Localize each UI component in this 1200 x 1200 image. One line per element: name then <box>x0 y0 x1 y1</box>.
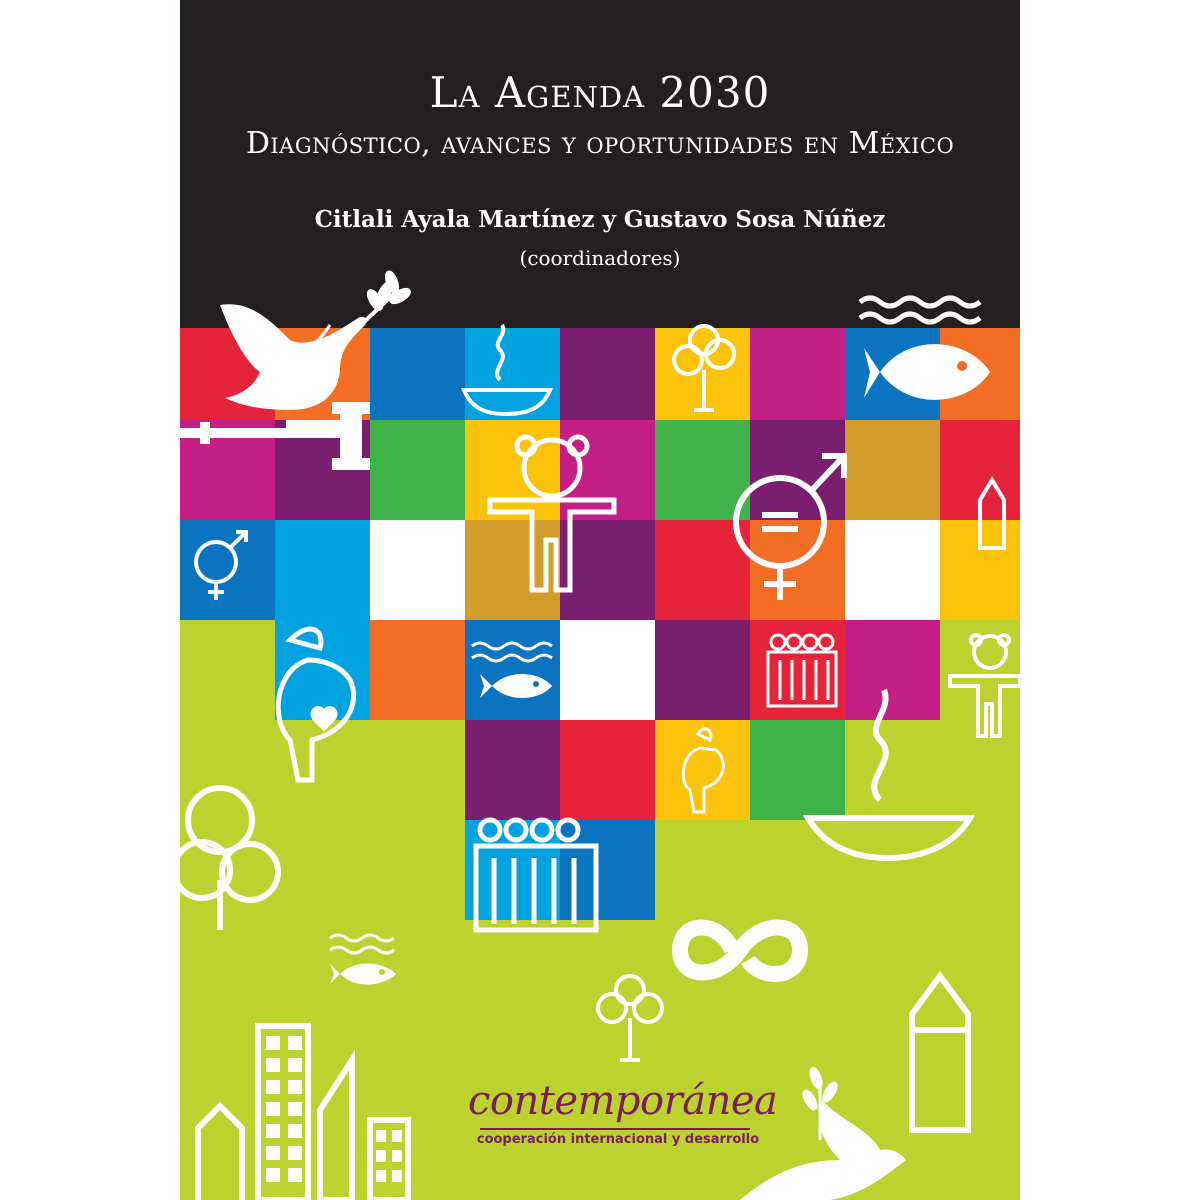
color-tile <box>370 420 465 520</box>
building-window <box>376 1170 386 1182</box>
book-authors: Citlali Ayala Martínez y Gustavo Sosa Núñez <box>314 206 886 233</box>
color-tile <box>560 620 655 720</box>
building-window <box>288 1146 302 1160</box>
book-subtitle: Diagnóstico, avances y oportunidades en México <box>245 126 955 161</box>
color-tile <box>560 720 655 820</box>
building-window <box>266 1146 280 1160</box>
building-window <box>288 1080 302 1094</box>
author-role: (coordinadores) <box>519 246 681 270</box>
building-window <box>288 1058 302 1072</box>
color-tile <box>465 420 560 520</box>
fish-icon <box>330 963 396 984</box>
publisher-tagline: cooperación internacional y desarrollo <box>476 1132 760 1147</box>
color-tile <box>370 520 465 620</box>
sdg-mosaic <box>180 0 1020 1200</box>
building-window <box>266 1102 280 1116</box>
color-tile <box>845 420 940 520</box>
building-window <box>376 1150 386 1162</box>
color-tile <box>560 520 655 620</box>
building-window <box>392 1170 402 1182</box>
color-tile <box>560 420 655 520</box>
building-window <box>266 1168 280 1182</box>
building-window <box>266 1058 280 1072</box>
color-tile <box>465 620 560 720</box>
waves-icon <box>330 935 394 953</box>
color-tile <box>655 620 750 720</box>
building-window <box>288 1124 302 1138</box>
infinity-icon <box>680 928 800 974</box>
color-tile <box>370 620 465 720</box>
color-tile <box>845 520 940 620</box>
olive-branch-icon <box>364 271 411 322</box>
color-tile <box>750 328 845 420</box>
publisher-logo: contemporánea <box>468 1078 778 1124</box>
color-tiles <box>180 328 1020 920</box>
color-tile <box>655 420 750 520</box>
flower-icon <box>598 976 662 1060</box>
building-window <box>392 1130 402 1142</box>
color-tile <box>275 520 370 620</box>
color-tile <box>465 720 560 820</box>
color-tile <box>370 328 465 420</box>
color-tile <box>180 520 275 620</box>
building-window <box>288 1102 302 1116</box>
color-tile <box>750 720 845 820</box>
color-tile <box>560 328 655 420</box>
building-window <box>288 1168 302 1182</box>
color-tile <box>845 620 940 720</box>
flower-icon <box>180 788 278 930</box>
waves-icon <box>860 298 980 322</box>
pencil-icon <box>912 976 968 1130</box>
building-window <box>266 1036 280 1050</box>
building-window <box>266 1124 280 1138</box>
book-cover <box>180 0 1020 1200</box>
city-windows <box>266 1036 402 1182</box>
teddy-bear-icon <box>950 635 1020 736</box>
color-tile <box>750 520 845 620</box>
building-window <box>266 1080 280 1094</box>
publisher-underline <box>480 1128 750 1130</box>
building-window <box>392 1150 402 1162</box>
building-window <box>376 1130 386 1142</box>
book-title: La Agenda 2030 <box>429 68 771 117</box>
building-window <box>288 1036 302 1050</box>
